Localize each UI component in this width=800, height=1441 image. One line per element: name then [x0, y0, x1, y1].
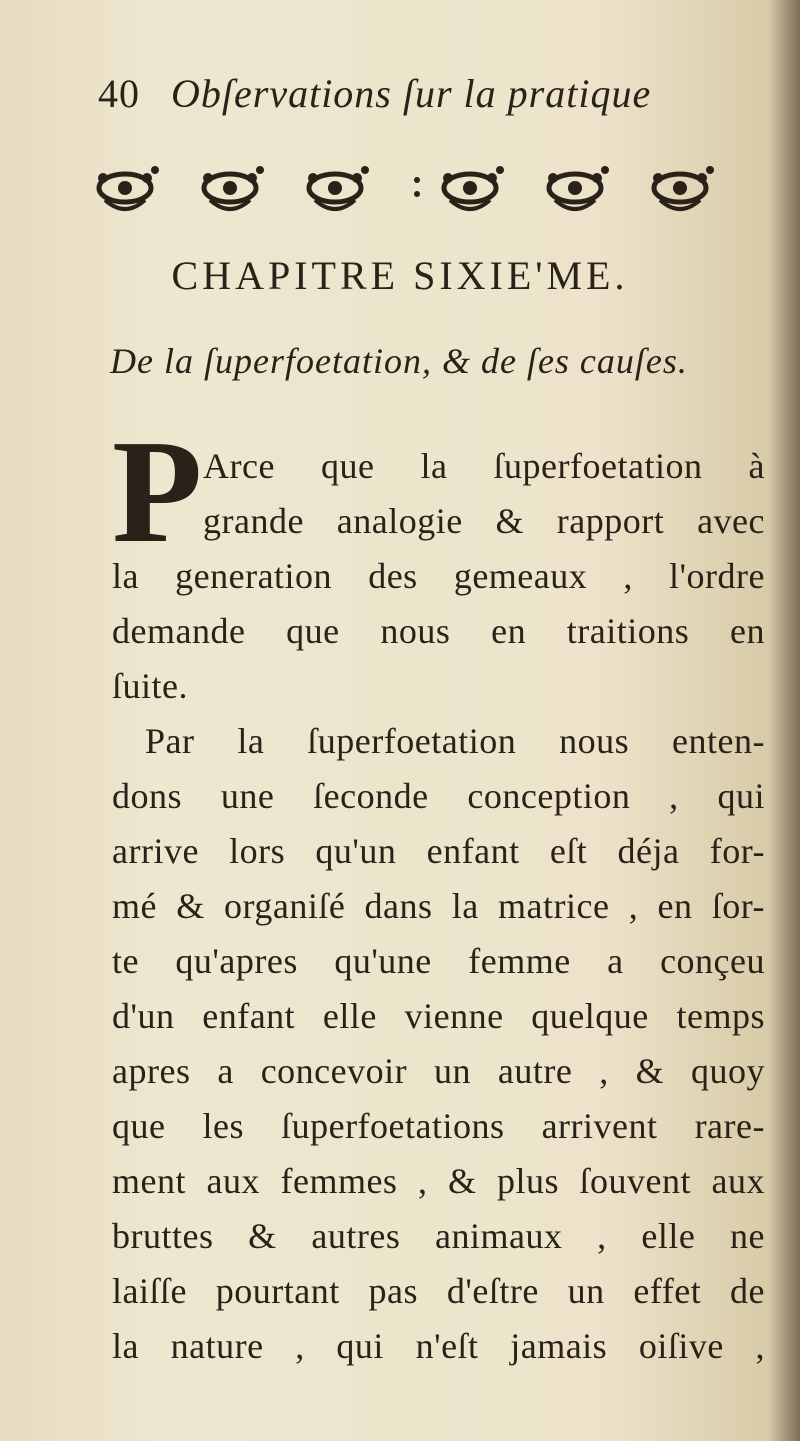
text-line: laiſſe pourtant pas d'eſtre un effet de	[112, 1271, 765, 1311]
text-line: dons une ſeconde conception , qui	[112, 776, 765, 816]
page-number: 40	[98, 71, 140, 116]
text-line: ſuite.	[112, 666, 188, 706]
chapter-subtitle: De la ſuperfoetation, & de ſes cauſes.	[110, 341, 688, 381]
text-line: demande que nous en traitions en	[112, 611, 765, 651]
text-line: la generation des gemeaux , l'ordre	[112, 556, 765, 596]
text-line: ment aux femmes , & plus ſouvent aux	[112, 1161, 765, 1201]
drop-cap: P	[112, 410, 203, 574]
text-line: grande analogie & rapport avec	[203, 501, 765, 541]
text-line: apres a concevoir un autre , & quoy	[112, 1051, 765, 1091]
text-line: d'un enfant elle vienne quelque temps	[112, 996, 765, 1036]
text-line: Par la ſuperfoetation nous enten-	[145, 721, 765, 761]
text-line: que les ſuperfoetations arrivent rare-	[112, 1106, 765, 1146]
chapter-heading: CHAPITRE SIXIE'ME.	[171, 253, 629, 298]
text-line: la nature , qui n'eſt jamais oiſive ,	[112, 1326, 765, 1366]
floral-ornament-icon	[95, 158, 765, 218]
text-line: mé & organiſé dans la matrice , en ſor-	[112, 886, 765, 926]
text-line: Arce que la ſuperfoetation à	[203, 446, 765, 486]
text-line: arrive lors qu'un enfant eſt déja for-	[112, 831, 765, 871]
running-header	[98, 70, 718, 130]
text-line: te qu'apres qu'une femme a conçeu	[112, 941, 765, 981]
text-line: bruttes & autres animaux , elle ne	[112, 1216, 765, 1256]
running-title: Obſervations ſur la pratique	[171, 71, 652, 116]
